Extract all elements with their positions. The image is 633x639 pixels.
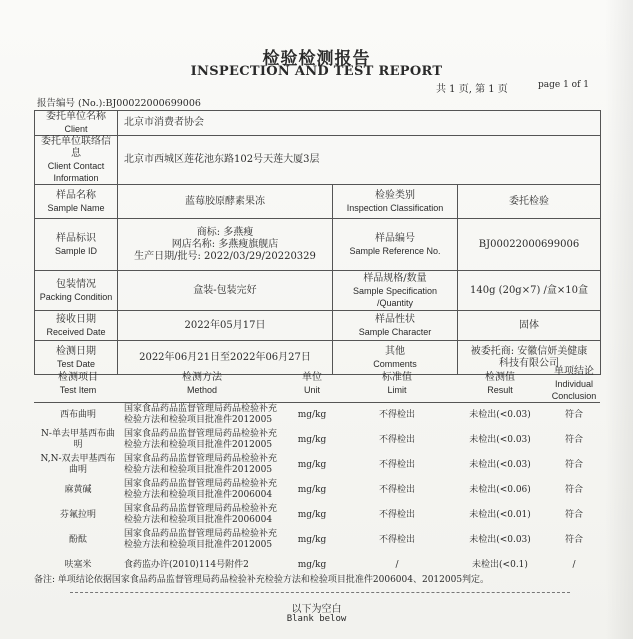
item-limit: / [395,559,399,570]
table-row [34,528,600,553]
client-label: 委托单位名称 Client [35,111,118,136]
item-conclusion: 符合 [564,459,583,470]
character-label: 样品性状 Sample Character [333,311,458,341]
packing-label: 包装情况 Packing Condition [35,271,118,311]
item-limit: 不得检出 [378,459,415,470]
sample-name-value: 蓝莓胶原酵素果冻 [118,185,333,219]
header-limit: 标准值 Limit [342,366,452,403]
header-result: 检测值 Result [452,366,548,403]
item-method: 国家食品药品监督管理局药品检验补充 检验方法和检验项目批准件2012005 [124,404,278,426]
item-limit: 不得检出 [378,534,415,545]
divider [70,592,570,593]
item-unit: mg/kg [297,484,327,495]
test-date-value: 2022年06月21日至2022年06月27日 [118,341,333,375]
header-method: 检测方法 Method [122,366,282,403]
item-result: 未检出(<0.03) [469,409,531,420]
item-method: 国家食品药品监督管理局药品检验补充 检验方法和检验项目批准件2012005 [124,429,278,450]
item-method: 国家食品药品监督管理局药品检验补充 检验方法和检验项目批准件2006004 [124,504,278,525]
item-limit: 不得检出 [378,434,415,445]
item-name: 芬氟拉明 [59,509,96,520]
sample-id-label: 样品标识 Sample ID [35,219,118,271]
report-title-cn: 检验检测报告 [262,49,371,69]
comments-label: 其他 Comments [333,341,458,375]
spec-label: 样品规格/数量 Sample Specification /Quantity [333,271,458,311]
item-result: 未检出(<0.03) [469,434,531,445]
item-name: 呋塞米 [64,559,92,570]
blank-below-cn: 以下为空白 [291,604,342,615]
test-items-table [34,366,600,578]
item-result: 未检出(<0.01) [469,509,531,520]
received-value: 2022年05月17日 [118,311,333,341]
item-name: 麻黄碱 [64,484,92,495]
table-row [34,428,600,453]
page-info-cn: 共 1 页, 第 1 页 [436,84,508,95]
item-method: 国家食品药品监督管理局药品检验补充 检验方法和检验项目批准件2006004 [124,479,278,500]
sample-ref-value: BJ00022000699006 [458,219,601,271]
remark-note: 备注: 单项结论依据国家食品药品监督管理局药品检验补充检验方法和检验项目批准件2006004、2012005判定。 [34,575,490,585]
item-result: 未检出(<0.03) [469,534,531,545]
item-result: 未检出(<0.06) [469,484,531,495]
test-date-label: 检测日期 Test Date [35,341,118,375]
table-row [34,453,600,478]
client-value: 北京市消费者协会 [118,111,601,136]
item-name: 酚酞 [68,534,87,545]
item-method: 国家食品药品监督管理局药品检验补充 检验方法和检验项目批准件2012005 [124,529,278,550]
classification-value: 委托检验 [458,185,601,219]
page-edge-shadow [605,0,633,639]
item-limit: 不得检出 [378,484,415,495]
item-unit: mg/kg [297,509,327,520]
sample-id-value: 商标: 多燕瘦 网店名称: 多燕瘦旗舰店 生产日期/批号: 2022/03/29/20220329 [118,219,333,271]
received-label: 接收日期 Received Date [35,311,118,341]
table-row [34,403,600,428]
item-result: 未检出(<0.1) [472,559,528,570]
item-unit: mg/kg [297,434,327,445]
header-unit: 单位 Unit [282,366,342,403]
item-conclusion: 符合 [564,509,583,520]
item-conclusion: 符合 [564,534,583,545]
contact-value: 北京市西城区莲花池东路102号天莲大厦3层 [118,136,601,185]
sample-ref-label: 样品编号 Sample Reference No. [333,219,458,271]
table-row [34,478,600,503]
table-row [34,503,600,528]
packing-value: 盒装-包装完好 [118,271,333,311]
item-method: 国家食品药品监督管理局药品检验补充 检验方法和检验项目批准件2012005 [124,454,278,475]
item-limit: 不得检出 [378,509,415,520]
report-number: 报告编号 (No.):BJ00022000699006 [37,98,201,109]
blank-below-en: Blank below [286,614,347,624]
item-conclusion: 符合 [564,434,583,445]
comments-value: 被委托商: 安徽信妍美健康 科技有限公司 [458,341,601,375]
item-unit: mg/kg [297,409,327,420]
item-name: N-单去甲基西布曲 明 [41,429,115,450]
item-unit: mg/kg [297,534,327,545]
page-info-en: page 1 of 1 [538,80,589,90]
character-value: 固体 [458,311,601,341]
item-unit: mg/kg [297,559,327,570]
item-name: N,N-双去甲基西布 曲明 [40,454,116,475]
item-limit: 不得检出 [378,409,415,420]
item-result: 未检出(<0.03) [469,459,531,470]
contact-label: 委托单位联络信息 Client Contact Information [35,136,118,185]
sample-name-label: 样品名称 Sample Name [35,185,118,219]
report-title-en: INSPECTION AND TEST REPORT [190,64,443,79]
info-table [34,110,601,375]
item-conclusion: 符合 [564,409,583,420]
classification-label: 检验类别 Inspection Classification [333,185,458,219]
spec-value: 140g (20g×7) /盒×10盒 [458,271,601,311]
item-unit: mg/kg [297,459,327,470]
item-name: 西布曲明 [59,409,96,420]
header-conclusion: 单项结论 Individual Conclusion [548,366,600,403]
item-conclusion: / [572,559,576,570]
header-item: 检测项目 Test Item [34,366,122,403]
item-method: 食药监办许(2010)114号附件2 [124,559,249,570]
item-conclusion: 符合 [564,484,583,495]
